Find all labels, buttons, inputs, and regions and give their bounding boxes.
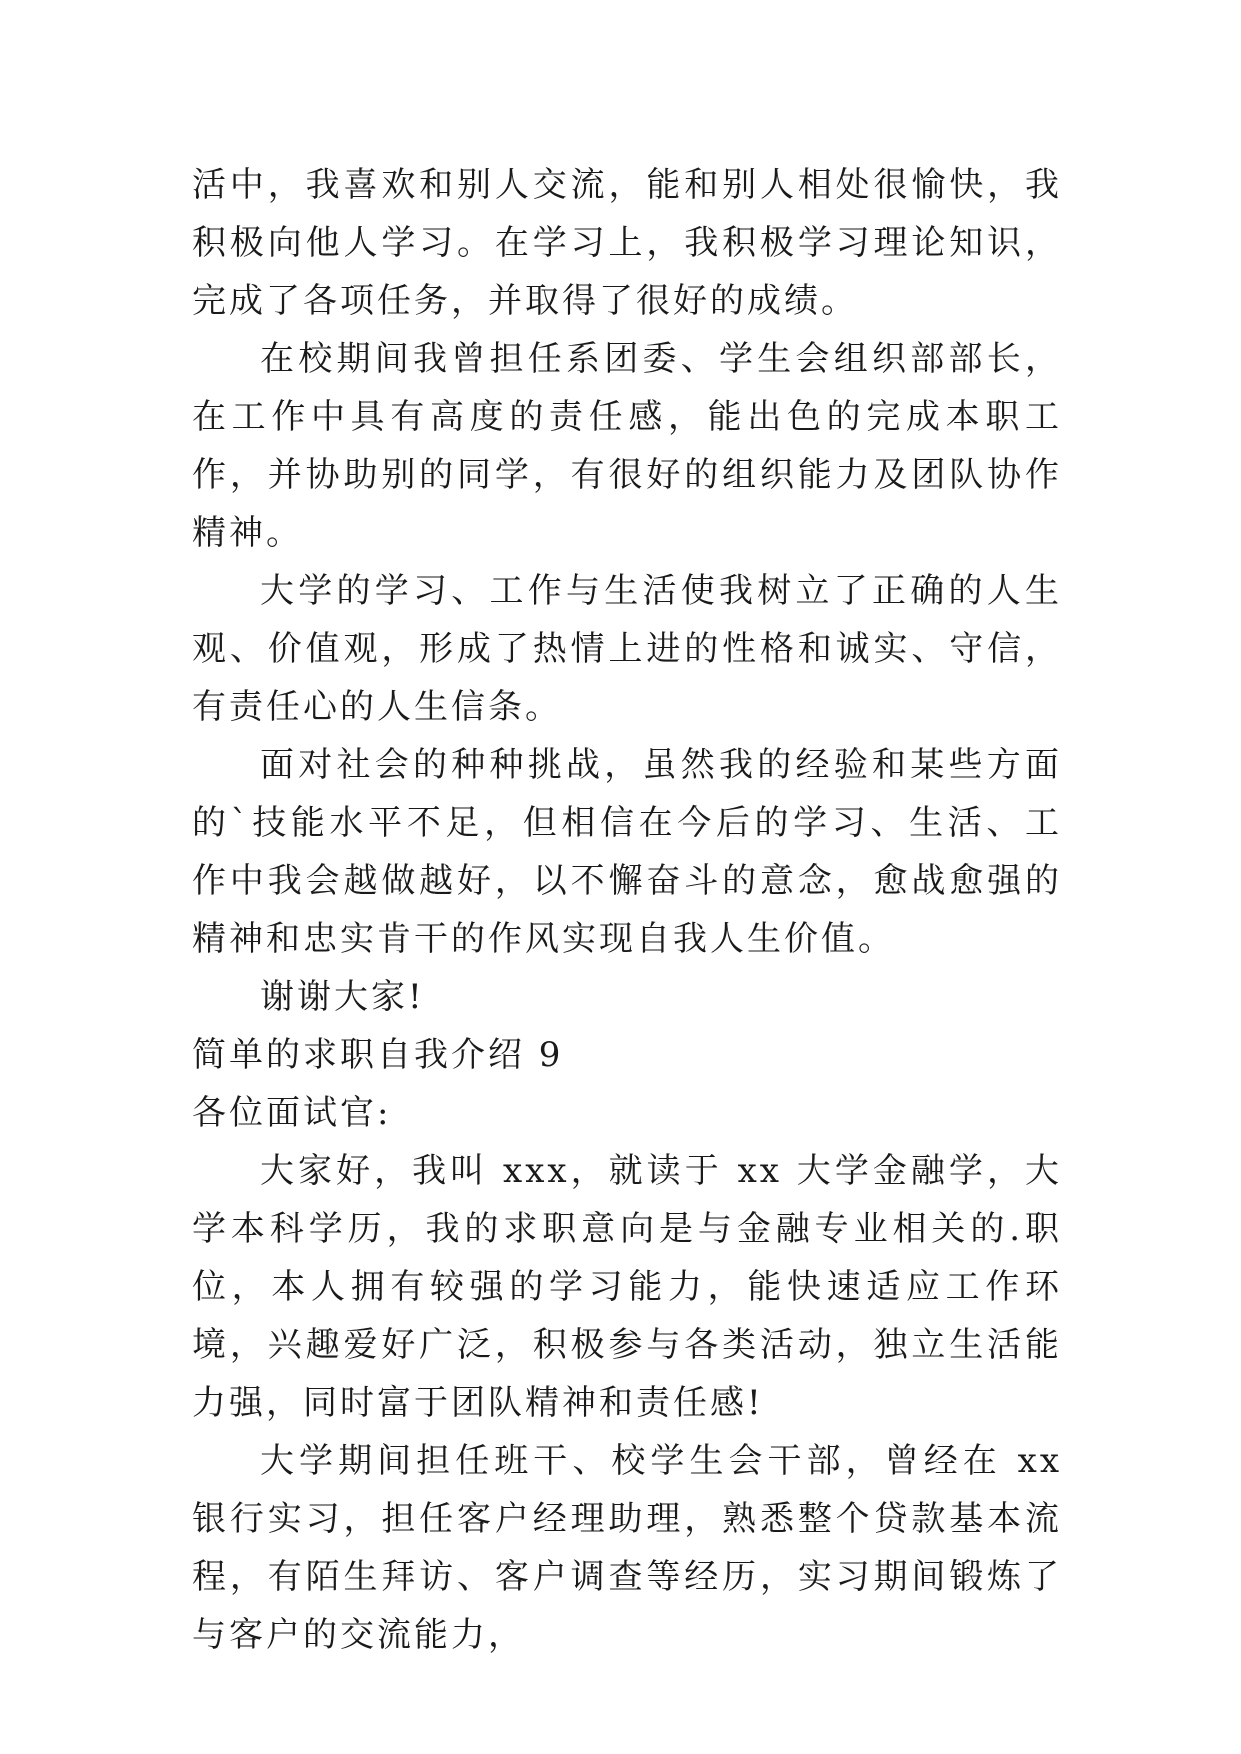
salutation: 各位面试官: [192, 1093, 392, 1133]
paragraph-values: 大学的学习、工作与生活使我树立了正确的人生观、价值观，形成了热情上进的性格和诚实、守信，有责任心的人生信条。 [192, 571, 1062, 727]
paragraph-campus-roles: 在校期间我曾担任系团委、学生会组织部部长，在工作中具有高度的责任感，能出色的完成本职工作，并协助别的同学，有很好的组织能力及团队协作精神。 [192, 339, 1062, 553]
document-body [192, 156, 1062, 1664]
paragraph-challenges: 面对社会的种种挑战，虽然我的经验和某些方面的`技能水平不足，但相信在今后的学习、生活、工作中我会越做越好，以不懈奋斗的意念，愈战愈强的精神和忠实肯干的作风实现自我人生价值。 [192, 745, 1062, 959]
section-heading: 简单的求职自我介绍 9 [192, 1035, 564, 1075]
paragraph-continuation: 活中，我喜欢和别人交流，能和别人相处很愉快，我积极向他人学习。在学习上，我积极学习理论知识，完成了各项任务，并取得了很好的成绩。 [192, 165, 1062, 321]
paragraph-experience: 大学期间担任班干、校学生会干部，曾经在 xx 银行实习，担任客户经理助理，熟悉整个贷款基本流程，有陌生拜访、客户调查等经历，实习期间锻炼了与客户的交流能力， [192, 1441, 1062, 1655]
paragraph-thanks: 谢谢大家! [260, 977, 425, 1017]
paragraph-intro: 大家好，我叫 xxx，就读于 xx 大学金融学，大学本科学历，我的求职意向是与金融专业相关的.职位，本人拥有较强的学习能力，能快速适应工作环境，兴趣爱好广泛，积极参与各类活动，独立生活能力强，同时富于团队精神和责任感! [192, 1151, 1062, 1423]
